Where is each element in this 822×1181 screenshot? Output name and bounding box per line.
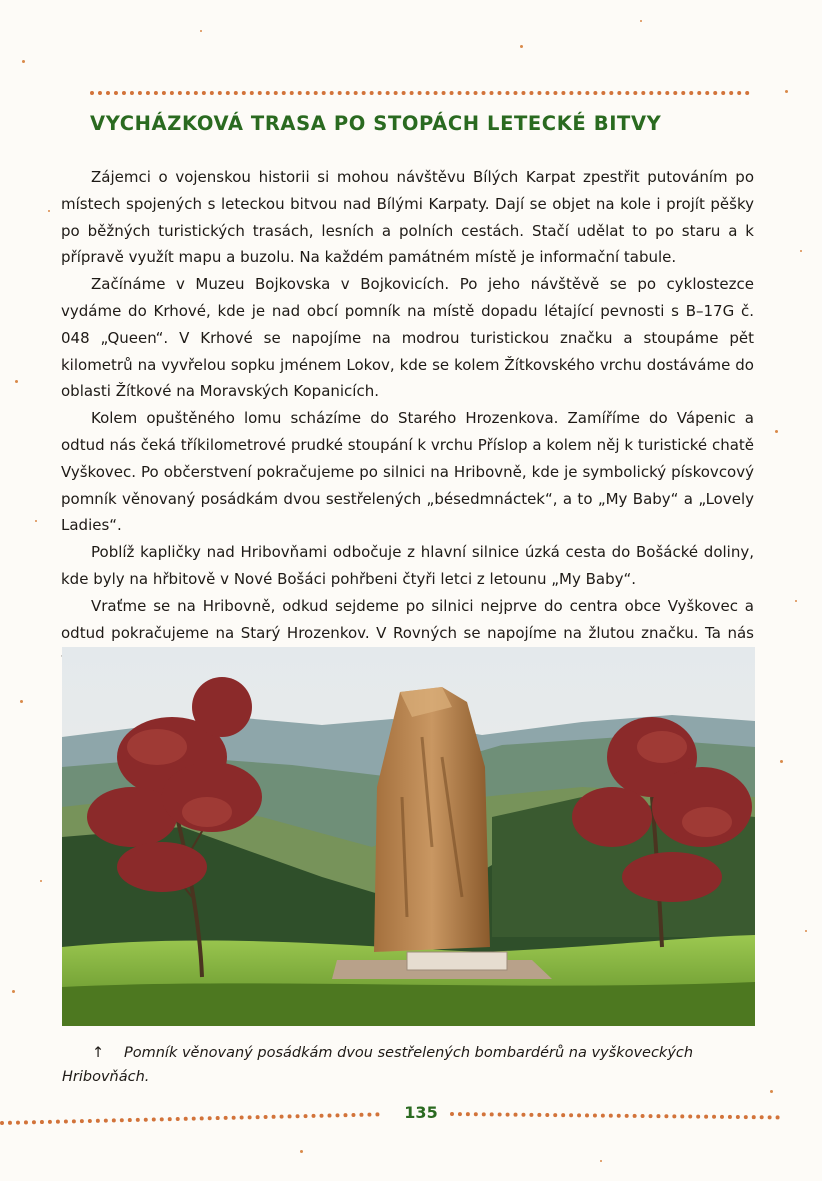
page-heading: VYCHÁZKOVÁ TRASA PO STOPÁCH LETECKÉ BITVY <box>90 112 662 135</box>
paragraph: Zájemci o vojenskou historii si mohou návštěvu Bílých Karpat zpestřit putováním po místech spojených s leteckou bitvou nad Bílými Karpaty. Dají se objet na kole i projít pěšky po běžných turistických trasách, lesních a polních cestách. Stačí udělat to po staru a k přípravě využít mapu a buzolu. Na každém památném místě je informační tabule. <box>61 168 754 267</box>
top-dotted-rule <box>90 91 750 95</box>
paragraph: Vraťme se na Hribovně, odkud sejdeme po silnici nejprve do centra obce Vyškovec a odtud pokračujeme na Starý Hrozenkov. V Rovných se napojíme na žlutou značku. Ta nás <box>61 596 754 642</box>
paragraph: Začínáme v Muzeu Bojkovska v Bojkovicích. Po jeho návštěvě se po cyklostezce vydáme do Krhové, kde je nad obcí pomník na místě dopadu létající pevnosti s B–17G č. 048 „Queen“. V Krhové se napojíme na modrou turistickou značku a stoupáme pět kilometrů na vyvřelou sopku jménem Lokov, kde se kolem Žítkovského vrchu dostáváme do oblasti Žítkové na Moravských Kopanicích. <box>61 275 754 401</box>
paragraph: Kolem opuštěného lomu scházíme do Starého Hrozenkova. Zamíříme do Vápenic a odtud nás čeká tříkilometrové prudké stoupání k vrchu Příslop a kolem něj k turistické chatě Vyškovec. Po občerstvení pokračujeme po silnici na Hribovně, kde je symbolický pískovcový pomník věnovaný posádkám dvou sestřelených „bésedmnáctek“, a to „My Baby“ a „Lovely Ladies“. <box>61 409 754 535</box>
photo-caption <box>62 1041 742 1089</box>
caption-text: Pomník věnovaný posádkám dvou sestřelených bombardérů na vyškoveckých Hribovňách. <box>62 1045 694 1085</box>
article-body <box>61 164 754 673</box>
up-arrow-icon: ↑ <box>92 1045 105 1061</box>
paragraph: Poblíž kapličky nad Hribovňami odbočuje z hlavní silnice úzká cesta do Bošácké doliny, kde byly na hřbitově v Nové Bošáci pohřbeni čtyři letci z letounu „My Baby“. <box>61 543 754 588</box>
bottom-dotted-rule-right <box>450 1112 780 1119</box>
bottom-dotted-rule-left <box>0 1112 380 1125</box>
page-number: 135 <box>404 1103 438 1122</box>
monument-photo <box>62 647 755 1026</box>
